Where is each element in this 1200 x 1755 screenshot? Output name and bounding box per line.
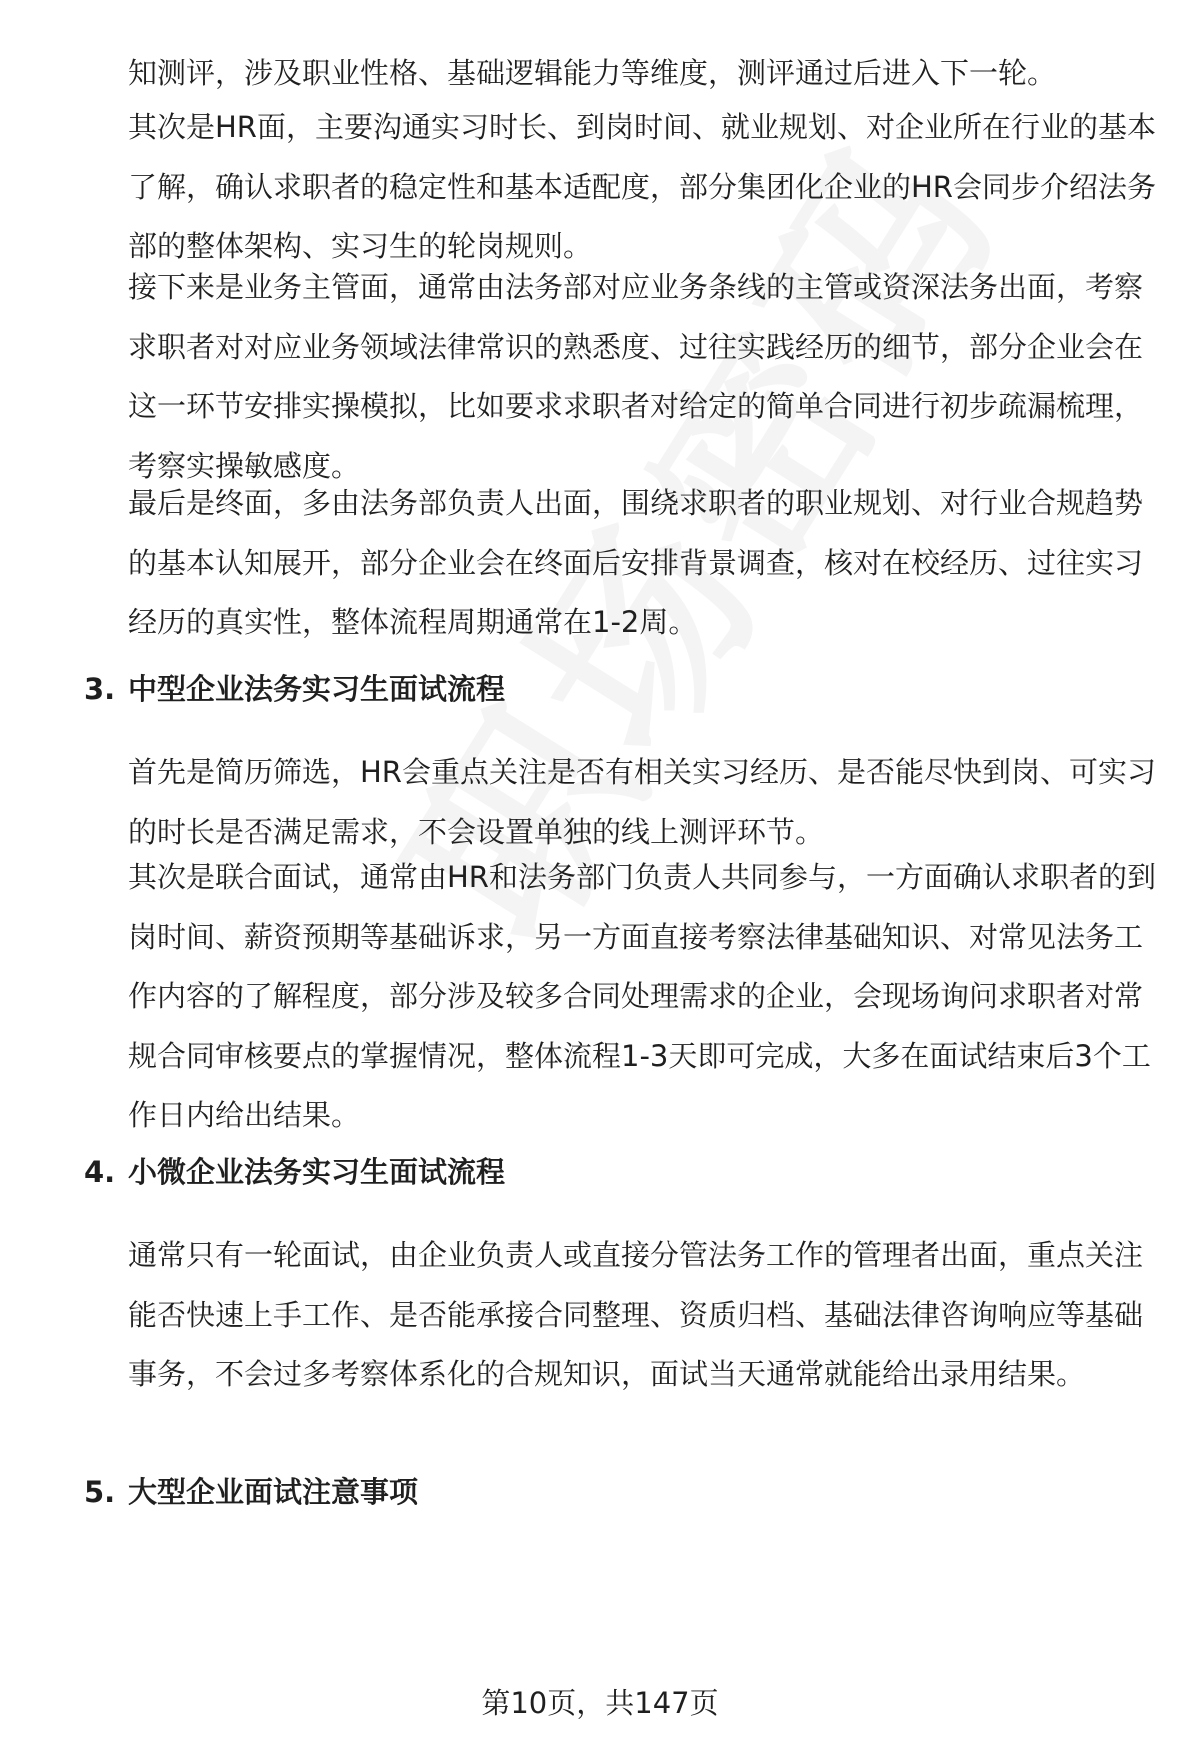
heading-text: 大型企业面试注意事项	[128, 1475, 419, 1509]
paragraph-final-interview: 最后是终面，多由法务部负责人出面，围绕求职者的职业规划、对行业合规趋势的基本认知展开，部分企业会在终面后安排背景调查，核对在校经历、过往实习经历的真实性，整体流程周期通常在1-2周。	[128, 486, 1144, 640]
section-heading-5	[84, 1472, 1144, 1512]
heading-text: 小微企业法务实习生面试流程	[128, 1155, 506, 1189]
section-heading-3	[84, 669, 1144, 709]
heading-number: 5.	[84, 1475, 116, 1509]
heading-text: 中型企业法务实习生面试流程	[128, 672, 506, 706]
paragraph-hr-interview: 其次是HR面，主要沟通实习时长、到岗时间、就业规划、对企业所在行业的基本了解，确认求职者的稳定性和基本适配度，部分集团化企业的HR会同步介绍法务部的整体架构、实习生的轮岗规则。	[128, 110, 1156, 264]
paragraph-business-manager-interview: 接下来是业务主管面，通常由法务部对应业务条线的主管或资深法务出面，考察求职者对对应业务领域法律常识的熟悉度、过往实践经历的细节，部分企业会在这一环节安排实操模拟，比如要求求职者对给定的简单合同进行初步疏漏梳理，考察实操敏感度。	[128, 270, 1144, 483]
paragraph-resume-screening: 首先是简历筛选，HR会重点关注是否有相关实习经历、是否能尽快到岗、可实习的时长是否满足需求，不会设置单独的线上测评环节。	[128, 755, 1156, 849]
paragraph-small-business-interview: 通常只有一轮面试，由企业负责人或直接分管法务工作的管理者出面，重点关注能否快速上手工作、是否能承接合同整理、资质归档、基础法律咨询响应等基础事务，不会过多考察体系化的合规知识，面试当天通常就能给出录用结果。	[128, 1238, 1144, 1392]
paragraph-assessment-tail: 知测评，涉及职业性格、基础逻辑能力等维度，测评通过后进入下一轮。	[128, 56, 1057, 90]
heading-number: 4.	[84, 1155, 116, 1189]
page-number-footer: 第10页，共147页	[481, 1686, 719, 1720]
heading-number: 3.	[84, 672, 116, 706]
section-heading-4	[84, 1152, 1144, 1192]
paragraph-joint-interview: 其次是联合面试，通常由HR和法务部门负责人共同参与，一方面确认求职者的到岗时间、薪资预期等基础诉求，另一方面直接考察法律基础知识、对常见法务工作内容的了解程度，部分涉及较多合同处理需求的企业，会现场询问求职者对常规合同审核要点的掌握情况，整体流程1-3天即可完成，大多在面试结束后3个工作日内给出结果。	[128, 860, 1156, 1133]
